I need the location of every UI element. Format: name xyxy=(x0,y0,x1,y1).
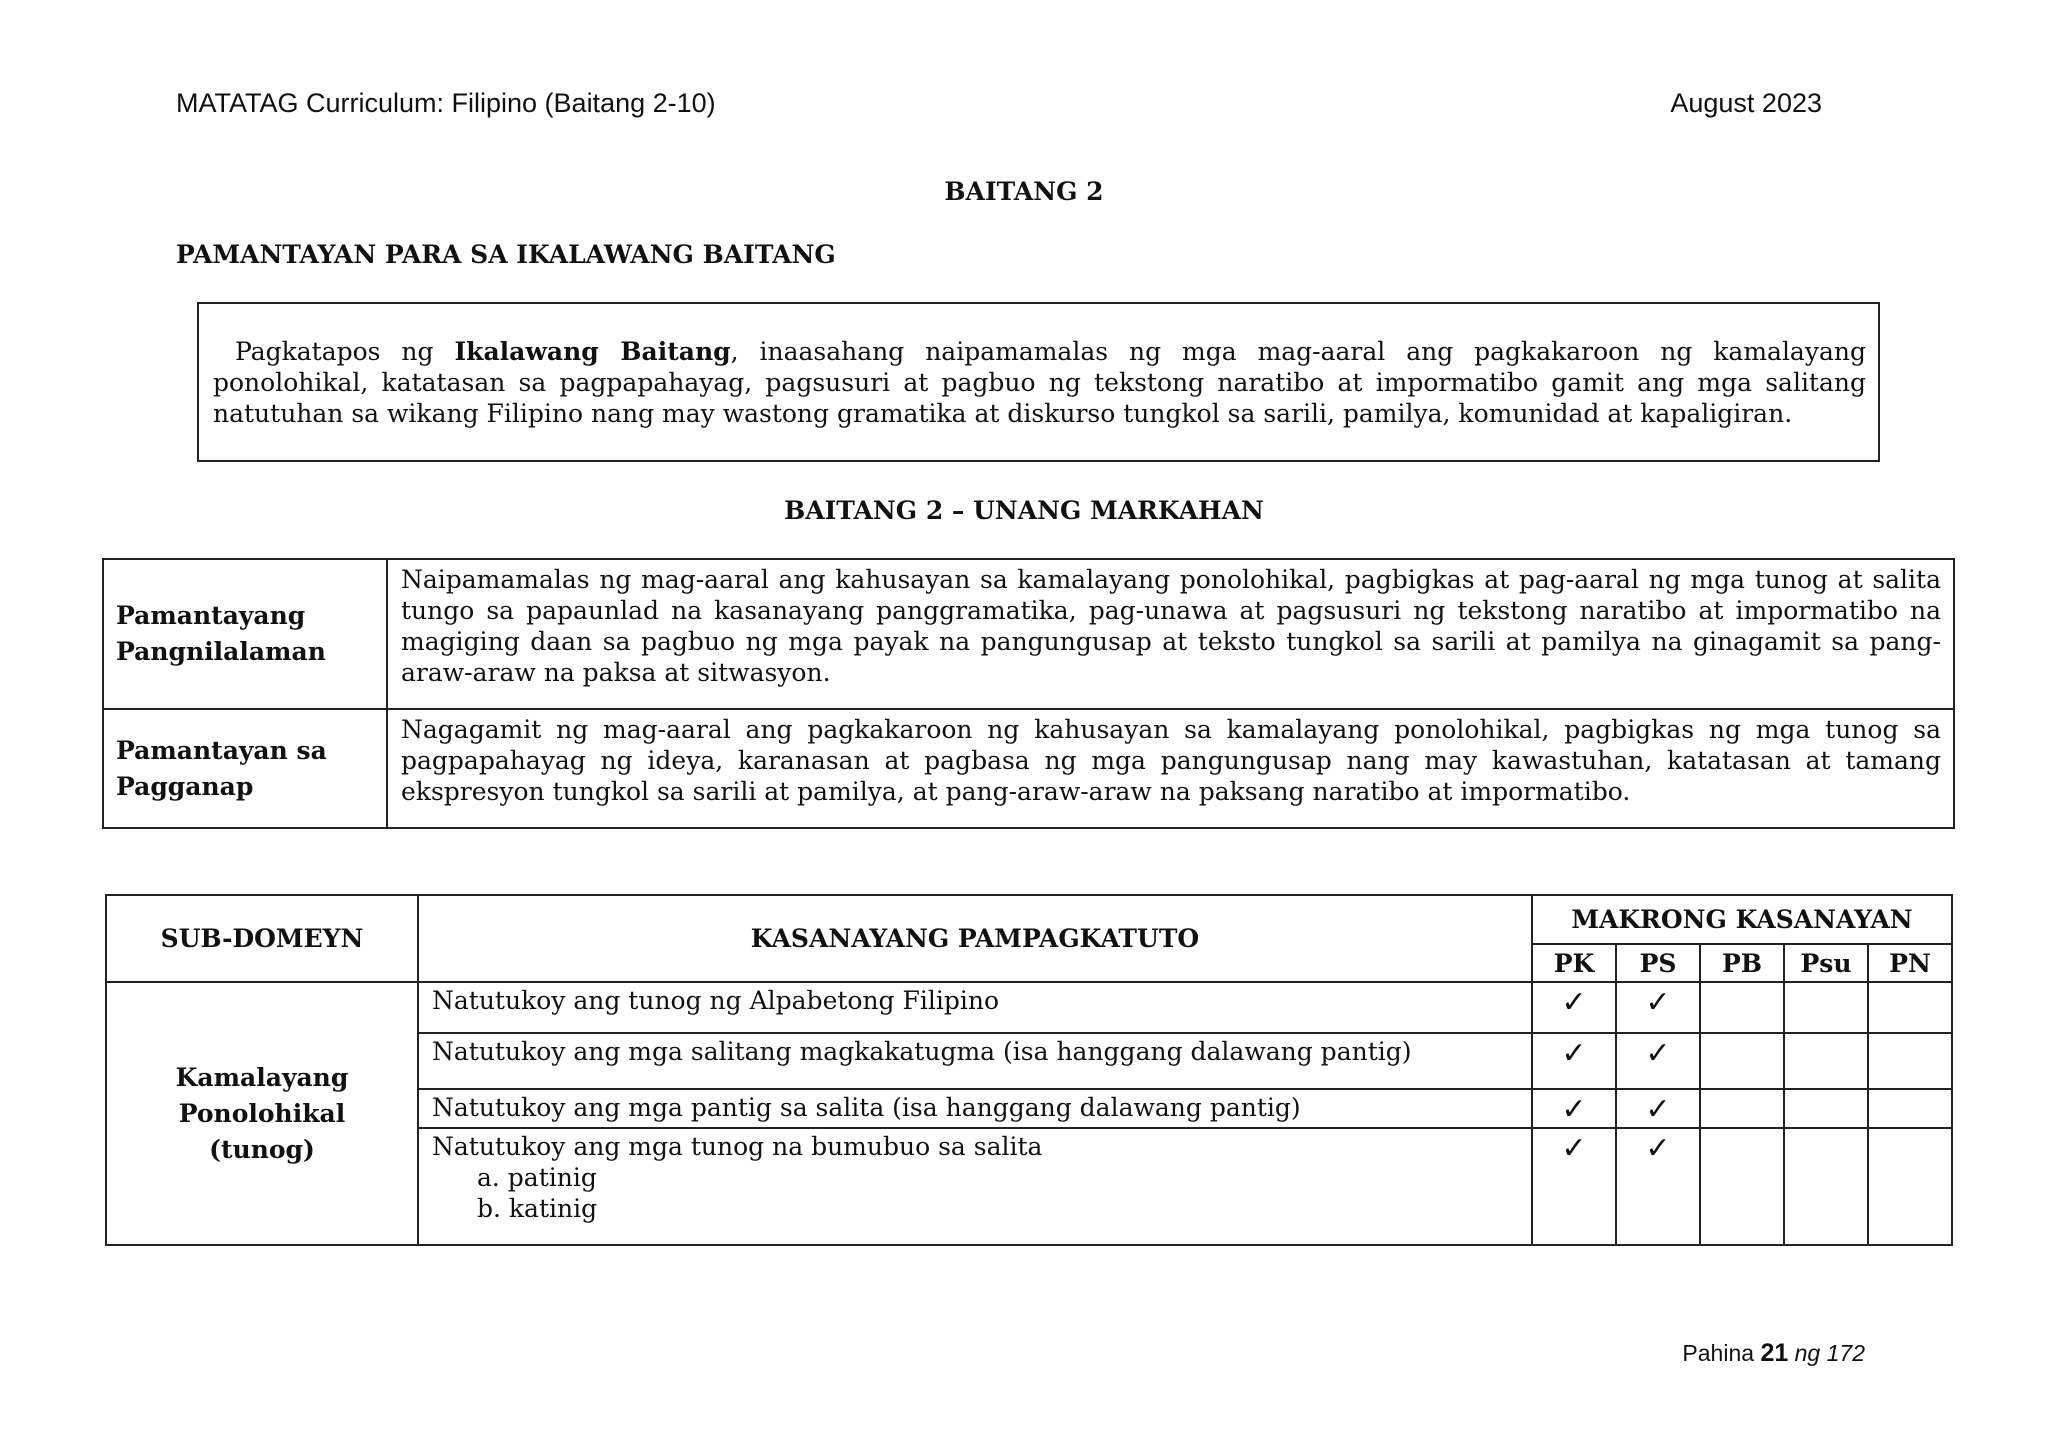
check-cell xyxy=(1784,1033,1868,1089)
competency-cell: Natutukoy ang mga pantig sa salita (isa hanggang dalawang pantig) xyxy=(418,1089,1532,1128)
macro-col-pb: PB xyxy=(1700,944,1784,982)
check-cell xyxy=(1616,1089,1700,1128)
check-cell xyxy=(1616,982,1700,1033)
macro-col-psu: Psu xyxy=(1784,944,1868,982)
check-cell xyxy=(1616,1033,1700,1089)
standards-table xyxy=(102,558,1955,829)
page-prefix: Pahina xyxy=(1682,1340,1761,1366)
macro-col-pn: PN xyxy=(1868,944,1952,982)
list-item: a. patinig xyxy=(477,1163,597,1192)
list-item: b. katinig xyxy=(477,1194,598,1223)
performance-standard-row xyxy=(103,709,1954,828)
check-cell xyxy=(1616,1128,1700,1245)
check-cell xyxy=(1784,982,1868,1033)
label-line: Pamantayang xyxy=(116,601,306,630)
label-line: Pagganap xyxy=(116,771,254,801)
check-cell xyxy=(1784,1089,1868,1128)
page-current: 21 xyxy=(1760,1339,1789,1367)
document-header-date: August 2023 xyxy=(1670,88,1822,118)
check-cell xyxy=(1868,1089,1952,1128)
competency-header: KASANAYANG PAMPAGKATUTO xyxy=(418,895,1532,982)
label-line: Pamantayan sa xyxy=(116,735,327,765)
check-icon: ✓ xyxy=(1561,1092,1587,1127)
check-cell xyxy=(1700,982,1784,1033)
grade-standard-box xyxy=(197,302,1880,462)
check-cell xyxy=(1868,1033,1952,1089)
standard-text-start: Pagkatapos ng xyxy=(235,337,455,366)
competency-cell: Natutukoy ang mga salitang magkakatugma (isa hanggang dalawang pantig) xyxy=(418,1033,1532,1089)
content-standard-text: Naipamamalas ng mag-aaral ang kahusayan sa kamalayang ponolohikal, pagbigkas at pag-aaral ng mga tunog at salita tungo sa papaunlad na kasanayang panggramatika, pag-unawa at pagsusuri ng tekstong naratibo at impormatibo na magiging daan sa pagbuo ng mga payak na pangungusap at teksto tungkol sa sarili at pamilya na ginagamit sa pang-araw-araw na paksa at sitwasyon. xyxy=(387,559,1954,709)
performance-standard-text: Nagagamit ng mag-aaral ang pagkakaroon ng kahusayan sa kamalayang ponolohikal, pagbigkas ng mga tunog sa pagpapahayag ng ideya, karanasan at pagbasa ng mga pangungusap nang may kawastuhan, katatasan at tamang ekspresyon tungkol sa sarili at pamilya, at pang-araw-araw na paksang naratibo at impormatibo. xyxy=(387,709,1954,828)
standard-text-bold: Ikalawang Baitang xyxy=(454,337,731,366)
grade-standard-text xyxy=(213,336,1866,429)
label-line: Pangnilalaman xyxy=(116,637,326,666)
page-number xyxy=(1682,1339,1865,1368)
subdomain-line: Kamalayang xyxy=(175,1062,349,1092)
macro-col-pk: PK xyxy=(1532,944,1616,982)
check-icon: ✓ xyxy=(1645,1036,1671,1071)
competency-cell xyxy=(418,1128,1532,1245)
competency-text: Natutukoy ang mga tunog na bumubuo sa salita xyxy=(432,1132,1043,1161)
competency-table xyxy=(105,894,1953,1246)
check-cell xyxy=(1700,1089,1784,1128)
table-row xyxy=(106,982,1952,1033)
check-cell xyxy=(1868,982,1952,1033)
subdomain-line: (tunog) xyxy=(209,1134,315,1164)
subdomain-header: SUB-DOMEYN xyxy=(106,895,418,982)
standard-heading: PAMANTAYAN PARA SA IKALAWANG BAITANG xyxy=(176,240,836,269)
check-cell xyxy=(1532,982,1616,1033)
macro-skills-header: MAKRONG KASANAYAN xyxy=(1532,895,1952,944)
check-icon: ✓ xyxy=(1561,985,1587,1020)
document-header-title: MATATAG Curriculum: Filipino (Baitang 2-10) xyxy=(176,88,716,118)
page-total: ng 172 xyxy=(1788,1340,1865,1366)
subdomain-cell xyxy=(106,982,418,1245)
competency-cell: Natutukoy ang tunog ng Alpabetong Filipino xyxy=(418,982,1532,1033)
quarter-title: BAITANG 2 – UNANG MARKAHAN xyxy=(784,496,1264,525)
check-cell xyxy=(1700,1033,1784,1089)
subdomain-line: Ponolohikal xyxy=(178,1098,346,1128)
check-cell xyxy=(1784,1128,1868,1245)
table-header-row xyxy=(106,895,1952,944)
check-cell xyxy=(1868,1128,1952,1245)
check-icon: ✓ xyxy=(1561,1036,1587,1071)
performance-standard-label xyxy=(103,709,387,828)
check-cell xyxy=(1532,1128,1616,1245)
competency-sub-list xyxy=(432,1162,1519,1224)
grade-title: BAITANG 2 xyxy=(944,177,1104,206)
check-icon: ✓ xyxy=(1645,1131,1671,1166)
check-cell xyxy=(1700,1128,1784,1245)
check-cell xyxy=(1532,1033,1616,1089)
check-cell xyxy=(1532,1089,1616,1128)
content-standard-row xyxy=(103,559,1954,709)
check-icon: ✓ xyxy=(1561,1131,1587,1166)
standard-text-rest: , inaasahang naipamamalas ng mga mag-aaral ang pagkakaroon ng kamalayang ponolohikal, katatasan sa pagpapahayag, pagsusuri at pagbuo ng tekstong naratibo at impormatibo gamit ang mga salitang natutuhan sa wikang Filipino nang may wastong gramatika at diskurso tungkol sa sarili, pamilya, komunidad at kapaligiran. xyxy=(213,337,1866,428)
check-icon: ✓ xyxy=(1645,985,1671,1020)
check-icon: ✓ xyxy=(1645,1092,1671,1127)
content-standard-label xyxy=(103,559,387,709)
macro-col-ps: PS xyxy=(1616,944,1700,982)
